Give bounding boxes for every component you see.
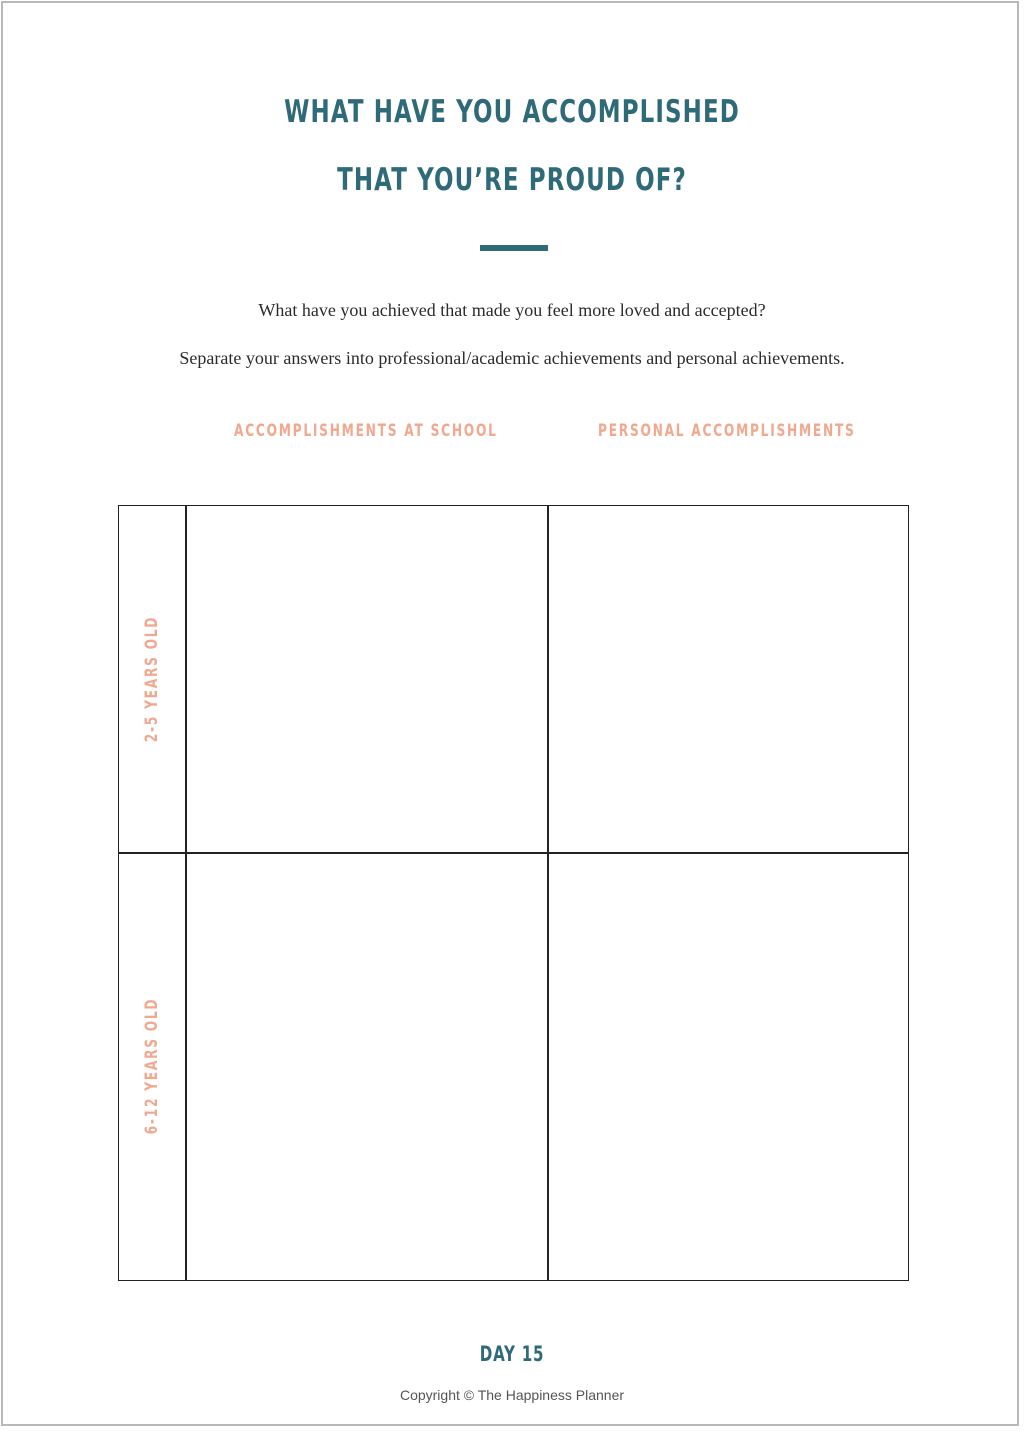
prompt-question: What have you achieved that made you feel more loved and accepted? — [258, 300, 766, 320]
day-number: DAY 15 — [479, 1342, 545, 1366]
row-label-2-5-years — [142, 591, 162, 767]
page-title-line-1: WHAT HAVE YOU ACCOMPLISHED — [284, 94, 740, 130]
page-title-line-2: THAT YOU’RE PROUD OF? — [337, 162, 687, 198]
answer-cell-personal-6-12[interactable] — [549, 854, 907, 1279]
prompt-instruction: Separate your answers into professional/academic achievements and personal achievements. — [179, 348, 845, 368]
row-label-2-5-years-text: 2-5 YEARS OLD — [142, 615, 162, 743]
column-header-personal: PERSONAL ACCOMPLISHMENTS — [598, 421, 856, 441]
row-label-6-12-years — [142, 971, 162, 1161]
copyright-notice: Copyright © The Happiness Planner — [399, 1387, 625, 1403]
answer-cell-school-2-5[interactable] — [187, 506, 547, 852]
row-label-6-12-years-text: 6-12 YEARS OLD — [142, 997, 162, 1135]
title-divider — [480, 245, 548, 251]
answer-cell-personal-2-5[interactable] — [549, 506, 907, 852]
column-header-school: ACCOMPLISHMENTS AT SCHOOL — [234, 421, 498, 441]
answer-cell-school-6-12[interactable] — [187, 854, 547, 1279]
accomplishments-grid — [118, 505, 909, 1281]
